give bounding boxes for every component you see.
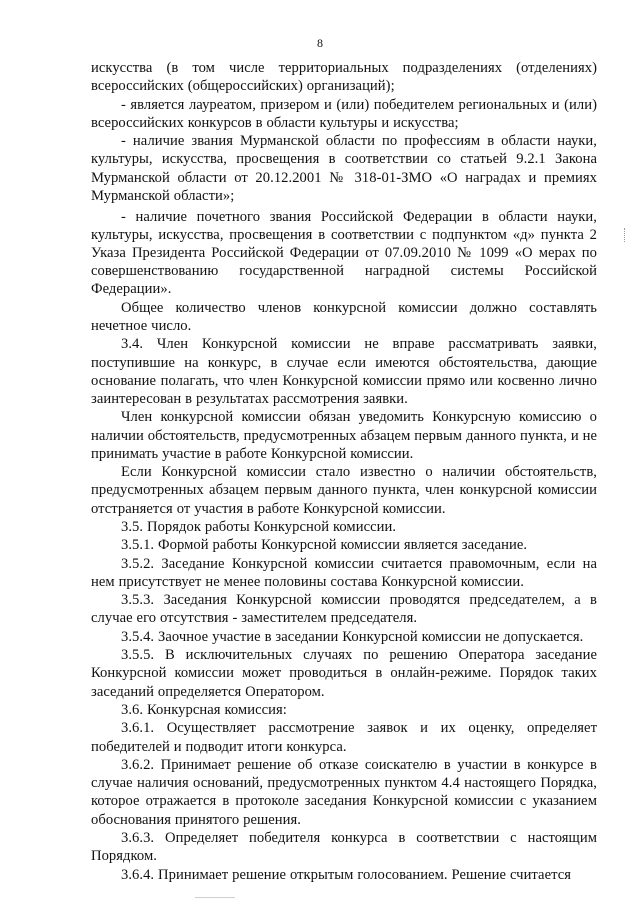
page-number: 8 (317, 36, 323, 50)
paragraph: Если Конкурсной комиссии стало известно о наличии обстоятельств, предусмотренных абзацем первым данного пункта, член конкурсной комиссии отстраняется от участия в работе Конкурсной комиссии. (91, 464, 597, 517)
paragraph: 3.6.1. Осуществляет рассмотрение заявок и их оценку, определяет победителей и подводит итоги конкурса. (91, 720, 597, 755)
paragraph: 3.6.4. Принимает решение открытым голосованием. Решение считается (121, 866, 571, 883)
paragraph: 3.6.3. Определяет победителя конкурса в соответствии с настоящим Порядком. (91, 830, 597, 865)
paragraph: 3.5.1. Формой работы Конкурсной комиссии является заседание. (121, 537, 528, 554)
paragraph: Общее количество членов конкурсной комиссии должно составлять нечетное число. (91, 299, 597, 334)
paragraph: 3.5.5. В исключительных случаях по решению Оператора заседание Конкурсной комиссии может проводиться в онлайн-режиме. Порядок таких заседаний определяется Оператором. (91, 647, 597, 700)
margin-scan-mark (624, 228, 627, 242)
paragraph: искусства (в том числе территориальных подразделениях (отделениях) всероссийских (общероссийских) организаций); (91, 60, 597, 95)
paragraph: - является лауреатом, призером и (или) победителем региональных и (или) всероссийских конкурсов в области культуры и искусства; (91, 96, 597, 131)
document-body (91, 59, 597, 884)
paragraph: 3.5.4. Заочное участие в заседании Конкурсной комиссии не допускается. (121, 628, 584, 645)
paragraph: 3.6. Конкурсная комиссия: (121, 702, 287, 719)
footer-rule (195, 897, 235, 898)
paragraph: 3.5.2. Заседание Конкурсной комиссии считается правомочным, если на нем присутствует не менее половины состава Конкурсной комиссии. (91, 555, 597, 590)
paragraph: - наличие звания Мурманской области по профессиям в области науки, культуры, искусства, просвещения в соответствии со статьей 9.2.1 Закона Мурманской области от 20.12.2001 № 318-01-ЗМО «О наградах и премиях Мурманской области»; (91, 133, 597, 204)
paragraph: 3.6.2. Принимает решение об отказе соискателю в участии в конкурсе в случае наличия оснований, предусмотренных пунктом 4.4 настоящего Порядка, которое отражается в протоколе заседания Конкурсной комиссии с указанием обоснования принятого решения. (91, 757, 597, 828)
paragraph: 3.4. Член Конкурсной комиссии не вправе рассматривать заявки, поступившие на конкурс, в случае если имеются обстоятельства, дающие основание полагать, что член Конкурсной комиссии прямо или косвенно лично заинтересован в результатах рассмотрения заявки. (91, 336, 597, 407)
paragraph: 3.5.3. Заседания Конкурсной комиссии проводятся председателем, а в случае его отсутствия - заместителем председателя. (91, 592, 597, 627)
paragraph: 3.5. Порядок работы Конкурсной комиссии. (121, 518, 397, 535)
paragraph: Член конкурсной комиссии обязан уведомить Конкурсную комиссию о наличии обстоятельств, предусмотренных абзацем первым данного пункта, и не принимать участие в работе Конкурсной комиссии. (91, 409, 597, 462)
paragraph: - наличие почетного звания Российской Федерации в области науки, культуры, искусства, просвещения в соответствии с подпунктом «д» пункта 2 Указа Президента Российской Федерации от 07.09.2010 № 1099 «О мерах по совершенствованию государственной наградной системы Российской Федерации». (91, 208, 597, 298)
